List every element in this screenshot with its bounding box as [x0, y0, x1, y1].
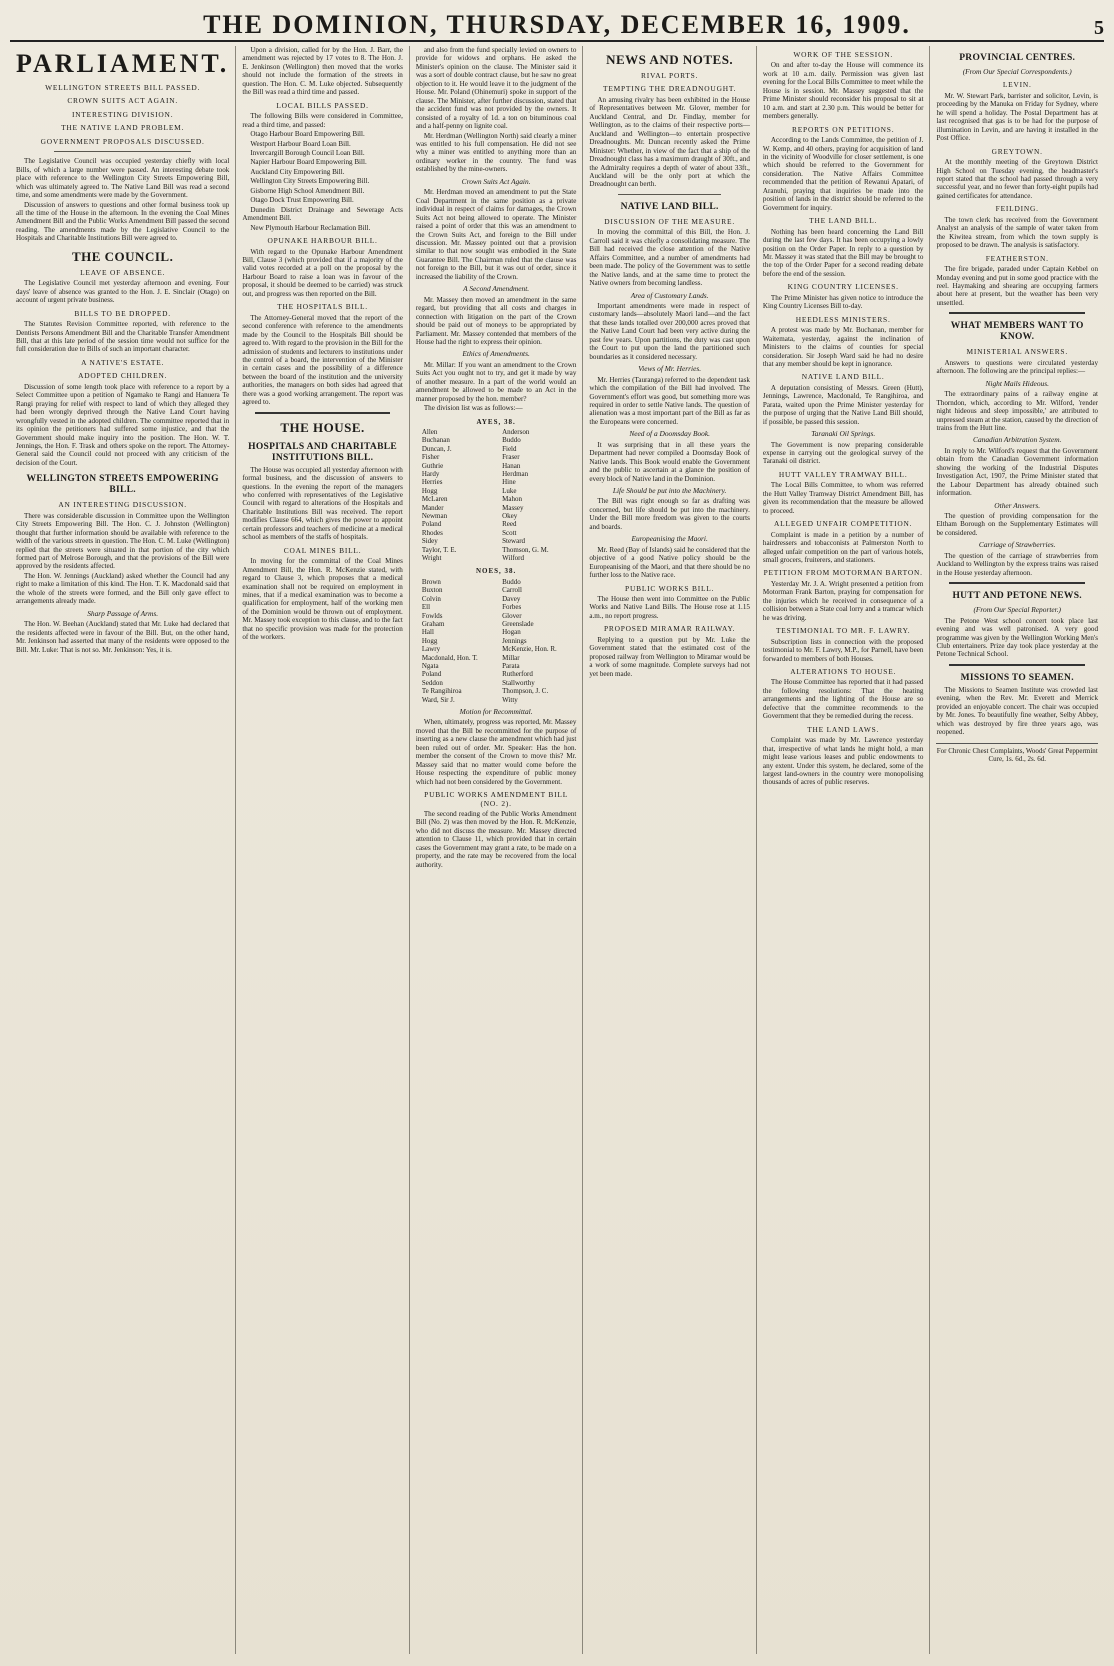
column-6 [930, 46, 1104, 1654]
section-subheading: (From Our Special Correspondents.) [962, 67, 1072, 76]
member-name: McLaren [421, 495, 448, 504]
member-name: Wilford [502, 554, 524, 563]
member-name: Colvin [421, 594, 441, 603]
article-subheading: MINISTERIAL ANSWERS. [966, 347, 1068, 357]
article-paragraph: Mr. Herries (Tauranga) referred to the dependent task which the compilation of the Bill had involved. The Government's effort was good, but something more was required in order to settle Native lands. The question of alienation was a most important part of the Bill as far as the Europeans were concerned. [589, 375, 750, 426]
article-paragraph: A deputation consisting of Messrs. Green (Hutt), Jennings, Lawrence, Macdonald, Te Rangihiroa, and Parata, waited upon the Prime Minister yesterday for the purpose of urging that the Native Land Bill should, if possible, be passed this session. [762, 383, 924, 426]
article-heading: THE HOUSE. [280, 419, 365, 435]
article-heading: LEVIN. [1002, 80, 1032, 90]
article-heading: THE LAND BILL. [809, 216, 878, 226]
article-paragraph: In reply to Mr. Wilford's request that the Government obtain from the Canadian Government information showing the working of the Industrial Disputes Investigation Act, 1907, the Prime Minister stated that the Labour Department has already obtained such information. [936, 446, 1098, 498]
member-name: Buxton [421, 586, 443, 595]
member-name: Mahon [502, 495, 522, 504]
article-paragraph: In moving for the committal of the Coal Mines Amendment Bill, the Hon. R. McKenzie stated, with regard to Clause 3, which proposes that a medical examination shall not be required on employment in mines, that if a medical examination was to become a qualification for employment, half of the working men of the Dominion would be thrown out of employment. Mr. Massey took exception to this clause, and to the fact that no specific provision was made for the protection of the workers. [242, 557, 403, 642]
member-name: Buddo [502, 436, 521, 445]
member-name: Rutherford [502, 670, 533, 679]
article-subheading: HOSPITALS AND CHARITABLE INSTITUTIONS BILL. [248, 441, 397, 463]
page-number: 5 [1094, 17, 1104, 39]
article-paragraph: Mr. Herdman (Wellington North) said clearly a miner was entitled to his full compensation. He did not see why a miner was entitled to anything more than an ordinary worker in the country. The fund was established by the mine-owners. [415, 131, 577, 174]
article-paragraph: The Bill was right enough so far as drafting was concerned, but life should be put into the machinery. Under the Bill more freedom was given to the courts and boards. [589, 497, 750, 531]
article-subheading: LEAVE OF ABSENCE. [80, 267, 166, 277]
subhead: WELLINGTON STREETS BILL PASSED. [45, 83, 201, 92]
section-heading-news: NEWS AND NOTES. [606, 52, 734, 67]
member-name: Brown [421, 577, 441, 586]
member-name: Hine [502, 478, 516, 487]
bill-item: Auckland City Empowering Bill. [250, 167, 345, 176]
bill-item: Napier Harbour Board Empowering Bill. [250, 158, 367, 167]
article-paragraph: Mr. Herdman moved an amendment to put the State Coal Department in the same position as a private individual in respect of claims for damages, the Crown Suits Act not being allowed to operate. The Minister raised a point of order that this was an amendment to the Crown Suits Act, and foreign to the Bill under discussion. Mr. Massey pointed out that a provision similar to that now sought was embodied in the State Guarantee Bill. The Chairman ruled that the clause was not foreign to the Bill, but it was out of order, since it increased the liability of the Crown. [415, 188, 577, 281]
member-name: Newman [421, 512, 448, 521]
section-heading-parliament: PARLIAMENT. [16, 49, 230, 78]
member-name: Taylor, T. E. [421, 545, 457, 554]
article-paragraph: The question of providing compensation for the Eltham Borough on the Supplementary Estimates will be considered. [936, 512, 1098, 537]
article-paragraph: The extraordinary pains of a railway engine at Thorndon, which, according to Mr. Wilford, 'render night hideous and sleep impossible,' are attributed to unpressed steam at the station, caused by the direction of trains from the Hutt line. [936, 390, 1098, 432]
article-subheading: Views of Mr. Herries. [638, 364, 702, 374]
noes-list [416, 565, 577, 704]
article-paragraph: Mr. Millar: If you want an amendment to the Crown Suits Act you ought not to try, and get it made by way of another measure. In a part of the world would an amendment be allowed to be made to an Act in the manner proposed by the hon. member? [415, 360, 577, 403]
article-paragraph: Important amendments were made in respect of customary lands—absolutely Maori land—and the fact that these lands totalled over 200,000 acres proved that the Native Land Court had been very active during the past few years. Upon partitions, the duty was cast upon the Court to put upon the land the partitioned such boundaries as it considered necessary. [589, 301, 750, 361]
article-paragraph: The following Bills were considered in Committee, read a third time, and passed: [242, 112, 403, 129]
member-name: Okey [502, 512, 518, 521]
article-heading: PROPOSED MIRAMAR RAILWAY. [603, 624, 736, 634]
article-paragraph: Discussion of some length took place with reference to a report by a Select Committee upon a petition of Ngamako te Rangi and Hanuera Te Rangi praying for relief with respect to land of which they alleged they had been wrongly deprived through the Native Land Court having wrongfully vested in the adopted children. The committee reported that in its opinion the petitioners had suffered some injustice, and that the Government should make inquiry into the position. The Hon. W. T. Jennings, the Hon. F. Trask and others spoke on the report. The Attorney-General said the Council could not proceed with any criticism of the decision of the Court. [16, 382, 230, 467]
member-name: Buddo [502, 577, 521, 586]
member-name: Thompson, J. C. [502, 687, 549, 696]
member-name: McKenzie, Hon. R. [502, 645, 557, 654]
member-name: Scott [502, 528, 517, 537]
member-name: Forbes [502, 603, 522, 612]
article-paragraph: On and after to-day the House will commence its work at 10 a.m. daily. Permission was given last evening for the Local Bills Committee to meet while the House is in session. Mr. Massey suggested that the Prime Minister should reconsider his proposal to sit at 10 a.m. and start at 2.30 p.m. This would be better for members generally. [762, 61, 924, 121]
article-paragraph: The House was occupied all yesterday afternoon with formal business, and the discussion of answers to questions. In the evening the report of the managers who conferred with representatives of the Legislative Council with regard to alterations of the Hospitals and Charitable Institutions Bill was received. The report modifies Clause 664, which gives the power to appoint certain professors and teachers of medicine at a medical school as members of the staffs of hospitals. [242, 465, 403, 542]
bill-item: Invercargill Borough Council Loan Bill. [250, 148, 365, 157]
bill-item: Dunedin District Drainage and Sewerage Acts Amendment Bill. [242, 205, 403, 223]
member-name: Steward [502, 537, 526, 546]
subhead: CROWN SUITS ACT AGAIN. [67, 96, 178, 106]
article-subheading: DISCUSSION OF THE MEASURE. [604, 216, 735, 226]
article-heading: WORK OF THE SESSION. [793, 50, 893, 59]
member-name: Luke [502, 486, 517, 495]
article-paragraph: Mr. Reed (Bay of Islands) said he considered that the objective of a good Native policy should be the Europeanising of the Maori, and that there should be no further loss to the Native race. [589, 545, 750, 580]
article-heading: GREYTOWN. [991, 146, 1043, 156]
column-4 [583, 46, 757, 1654]
article-paragraph: and also from the fund specially levied on owners to provide for widows and orphans. He asked the Minister's opinion on the clause. The Minister said it was a sort of double contract clause, but he saw no great objection to it. He would leave it to the judgment of the House. Mr. Poland (Ohinemuri) spoke in support of the clause. The Minister, after further discussion, stated that the accident fund was not provided by the owners. It consisted of a royalty of 1d. a ton on bituminous coal and a half-penny on lignite coal. [415, 46, 577, 131]
article-heading: FEILDING. [995, 204, 1039, 214]
noes-label: NOES, 38. [475, 567, 517, 576]
member-name: Poland [421, 520, 442, 529]
article-heading: OPUNAKE HARBOUR BILL. [267, 236, 378, 246]
article-paragraph: The Statutes Revision Committee reported, with reference to the Dentists Persons Amendment Bill and the Charitable Transfer Amendment Bill, that at this late period of the session time would not suffice for the full consideration due to Bills of such an important character. [16, 320, 230, 354]
article-heading: KING COUNTRY LICENSES. [787, 282, 899, 292]
article-subheading: Carriage of Strawberries. [978, 540, 1056, 550]
article-paragraph: Yesterday Mr. J. A. Wright presented a petition from Motorman Frank Barton, praying for compensation for the injuries which he received in consequence of a collision between a State coal lorry and a tramcar which he was driving. [762, 579, 924, 622]
member-name: Davey [502, 594, 521, 603]
article-paragraph: The Local Bills Committee, to whom was referred the Hutt Valley Tramway District Amendment Bill, has given its recommendation that the measure be allowed to proceed. [762, 481, 924, 515]
member-name: Hanan [502, 461, 521, 470]
article-subheading: A NATIVE'S ESTATE. [81, 357, 165, 367]
article-subheading: Life Should be put into the Machinery. [612, 486, 727, 496]
bill-item: Otago Dock Trust Empowering Bill. [250, 196, 354, 205]
article-subheading: (From Our Special Reporter.) [973, 605, 1062, 615]
article-heading: FEATHERSTON. [985, 253, 1049, 263]
article-subheading: Need of a Doomsday Book. [629, 429, 710, 439]
article-paragraph: Nothing has been heard concerning the Land Bill during the last few days. It has been occupying a lowly position on the Order Paper. In reply to a question by Mr. Massey it was stated that the Bill may be brought to the top of the Order Paper for a second reading debate before the end of the session. [762, 227, 924, 278]
divider [255, 412, 390, 414]
member-name: Massey [502, 503, 524, 512]
article-paragraph: An amusing rivalry has been exhibited in the House of Representatives between Mr. Glover, member for Auckland Central, and Dr. Findlay, member for Wellington, as to the claims of their respective ports—Auckland and Wellington—to entertain prospective Dreadnoughts. Mr. Duncan recently asked the Prime Minister: Whether, in view of the fact that a ship of the Dreadnought class has a maximum draught of 30ft., and the Admiralty requires a depth of water of about 33ft., Auckland will be the only port at which the Dreadnought can berth. [589, 95, 750, 189]
article-heading: ALTERATIONS TO HOUSE. [790, 667, 897, 676]
divider [54, 151, 191, 152]
member-name: Te Rangihiroa [421, 687, 462, 696]
article-heading: MISSIONS TO SEAMEN. [960, 672, 1074, 683]
member-name: Fisher [421, 453, 440, 462]
divider [618, 194, 721, 195]
article-heading: HUTT AND PETONE NEWS. [952, 591, 1082, 602]
member-name: Hall [421, 628, 434, 637]
divider [949, 312, 1085, 314]
article-subheading: TEMPTING THE DREADNOUGHT. [603, 84, 737, 94]
article-heading: ALLEGED UNFAIR COMPETITION. [774, 519, 913, 529]
article-heading: TESTIMONIAL TO MR. F. LAWRY. [775, 626, 911, 636]
bill-item: Gisborne High School Amendment Bill. [250, 186, 365, 195]
article-heading: THE COUNCIL. [71, 248, 174, 264]
bill-item: New Plymouth Harbour Reclamation Bill. [250, 223, 371, 232]
column-1 [10, 46, 236, 1654]
article-subheading: ADOPTED CHILDREN. [78, 371, 168, 381]
subhead: THE NATIVE LAND PROBLEM. [61, 123, 185, 133]
article-heading: WELLINGTON STREETS EMPOWERING BILL. [26, 474, 219, 496]
subhead: GOVERNMENT PROPOSALS DISCUSSED. [40, 136, 205, 146]
member-name: Graham [421, 619, 445, 628]
article-paragraph: The Hon. W. Jennings (Auckland) asked whether the Council had any right to make a limitation of this kind. The Hon. T. K. Macdonald said that the whole of the streets were formed, and the Bill only gave effect to arrangements already made. [16, 571, 230, 606]
article-paragraph: The Prime Minister has given notice to introduce the King Country Licenses Bill to-day. [762, 293, 924, 311]
article-subheading: Crown Suits Act Again. [461, 176, 531, 186]
article-subheading: RIVAL PORTS. [641, 71, 699, 80]
article-paragraph: Discussion of answers to questions and other formal business took up all the time of the House in the afternoon. In the evening the Coal Mines Amendment Bill and the Public Works Amendment Bill passed the second reading. The amendments made by the Legislative Council to the Hospitals and Charitable Institutions Bill were agreed to. [16, 200, 230, 243]
article-paragraph: Mr. W. Stewart Park, barrister and solicitor, Levin, is proceeding by the Manuka on Friday for Sydney, where he will spend a holiday. The Postal Department has at last recognised that gas is to be had for the purpose of illumination in Levin, and are having it installed in the Post Office. [936, 91, 1098, 143]
masthead-title: THE DOMINION, THURSDAY, DECEMBER 16, 1909. [203, 10, 911, 39]
article-subheading: Canadian Arbitration System. [973, 435, 1062, 445]
member-name: Ward, Sir J. [421, 695, 455, 704]
member-name: Witty [502, 695, 518, 704]
article-paragraph: The Legislative Council was occupied yesterday chiefly with local Bills, of which a large number were passed. An interesting debate took place with reference to the Wellington City Streets Empowering Bill, which was ultimately agreed to. The Native Land Bill was read a second time, and some amendments were made by the Government. [16, 157, 230, 200]
article-heading: PUBLIC WORKS AMENDMENT BILL (NO. 2). [424, 790, 569, 808]
article-paragraph: The Government is now preparing considerable expense in carrying out the geological survey of the Taranaki oil district. [762, 440, 924, 466]
member-name: Hogan [502, 628, 521, 637]
member-name: Hogg [421, 636, 438, 645]
column-5 [757, 46, 931, 1654]
article-paragraph: Upon a division, called for by the Hon. J. Barr, the amendment was rejected by 17 votes to 8. The Hon. J. E. Jenkinson (Wellington) then moved that the works should not include the formation of the streets in question. The Hon. C. M. Luke objected. Subsequently the Bill was read a third time and passed. [242, 46, 403, 97]
article-paragraph: Answers to questions were circulated yesterday afternoon. The following are the principal replies:— [936, 358, 1098, 376]
article-paragraph: At the monthly meeting of the Greytown District High School on Tuesday evening, the headmaster's report stated that the school had passed through a very successful year, and no fewer than forty-eight pupils had gained certificates for attendance. [936, 158, 1098, 200]
member-name: Parata [502, 661, 520, 670]
member-name: Herdman [502, 470, 529, 479]
masthead [10, 8, 1104, 42]
article-paragraph: The town clerk has received from the Government Analyst an analysis of the sample of water taken from the Kiwitea stream, from which the town supply is proposed to be drawn. The analysis is satisfactory. [936, 215, 1098, 250]
subhead: INTERESTING DIVISION. [71, 109, 174, 119]
article-paragraph: With regard to the Opunake Harbour Amendment Bill, Clause 3 (which provided that if a majority of the valid votes recorded at a poll on the proposal by the Harbour Board to raise a loan was in favour of the proposal, it should be deemed to be carried) was struck out, and progress was then reported on the Bill. [242, 247, 403, 298]
article-subheading: A Second Amendment. [463, 284, 530, 294]
article-paragraph: The House Committee has reported that it had passed the following resolutions: That the heating arrangements and the lighting of the House are so defective that the committee recommends to the Government that they be remedied during the recess. [762, 678, 924, 721]
article-heading: PETITION FROM MOTORMAN BARTON. [763, 568, 923, 578]
member-name: Hardy [421, 470, 440, 479]
article-paragraph: When, ultimately, progress was reported, Mr. Massey moved that the Bill be recommitted for the purpose of inserting as a new clause the amendment which had just been ruled out of order. Mr. Speaker: Has the hon. member the consent of the Crown to move this? Mr. Massey said that no matter would come before the House respecting the expenditure of public money which had not been considered by the Government. [415, 718, 577, 786]
article-heading: THE HOSPITALS BILL. [277, 302, 368, 312]
member-name: Stallworthy [502, 678, 535, 687]
divider [949, 664, 1085, 666]
article-paragraph: A protest was made by Mr. Buchanan, member for Waitemata, yesterday, against the inclination of Ministers to the claims of counties for special consideration. Sir Joseph Ward said he had no desire that any member should be kept in ignorance. [762, 326, 924, 368]
article-paragraph: The Legislative Council met yesterday afternoon and evening. Four days' leave of absence was granted to the Hon. J. E. Sinclair (Otago) on account of urgent private business. [16, 279, 230, 305]
article-paragraph: According to the Lands Committee, the petition of J. W. Kemp, and 40 others, praying for acquisition of land in the vicinity of Woodville for closer settlement, is one which should be referred to the Government for consideration. The Native Affairs Committee recommended that the petition of Rewanui Apatari, of Aranuhi, praying that inquiries be made into the position of lands in the district should be referred to the Government for inquiry. [762, 136, 924, 212]
article-paragraph: The fire brigade, paraded under Captain Kebbel on Monday evening and put in some good practice with the reel. Haymaking and shearing are occupying farmers about here at present, but the weather has been very unsettled. [936, 265, 1098, 307]
bill-item: Wellington City Streets Empowering Bill. [250, 177, 370, 186]
bill-item: Otago Harbour Board Empowering Bill. [250, 130, 365, 139]
member-name: Thomson, G. M. [502, 545, 549, 554]
article-heading: HEEDLESS MINISTERS. [795, 314, 891, 324]
article-paragraph: The House then went into Committee on the Public Works and Native Land Bills. The House rose at 1.15 a.m., no report progress. [589, 595, 750, 620]
article-paragraph: In moving the committal of this Bill, the Hon. J. Carroll said it was chiefly a consolidating measure. The Bill had received the close attention of the Native Affairs Committee, and a number of amendments had been made. The policy of the Government was to settle the Native lands, and at the same time to protect the Native owners from becoming landless. [589, 228, 750, 288]
article-subheading: Sharp Passage of Arms. [87, 608, 159, 618]
column-3 [410, 46, 584, 1654]
member-name: Fowlds [421, 611, 443, 620]
article-heading: NATIVE LAND BILL. [620, 201, 719, 212]
article-paragraph: Replying to a question put by Mr. Luke the Government stated that the estimated cost of the proposed railway from Wellington to Miramar would be a work of some magnitude. Complete surveys had not yet been made. [589, 635, 750, 678]
member-name: Macdonald, Hon. T. [421, 653, 478, 662]
ayes-label: AYES, 38. [476, 417, 516, 426]
member-name: Poland [421, 670, 442, 679]
article-heading: LOCAL BILLS PASSED. [276, 100, 369, 110]
division-intro: The division list was as follows:— [423, 404, 523, 413]
column-2 [236, 46, 410, 1654]
article-subheading: Ethics of Amendments. [462, 349, 530, 359]
member-name: Duncan, J. [421, 444, 452, 453]
member-name: Mander [421, 503, 444, 512]
article-subheading: Other Answers. [994, 500, 1041, 510]
article-paragraph: Complaint is made in a petition by a number of hairdressers and tobacconists at Palmerston North to alleged unfair competition on the part of various hotels, small grocers, fruiterers, and stationers. [762, 530, 924, 565]
article-paragraph: The Missions to Seamen Institute was crowded last evening, when the Rev. Mr. Everett and Merrick provided an enjoyable concert. The chair was occupied by Mr. Jones. To beautifully fine weather, Selby Abbey, which was destroyed by fire three years ago, was reopened. [936, 685, 1098, 737]
member-name: Sidey [421, 537, 438, 546]
article-subheading: COAL MINES BILL. [283, 545, 362, 555]
article-heading: WHAT MEMBERS WANT TO KNOW. [950, 321, 1084, 343]
article-subheading: Motion for Recommittal. [459, 706, 533, 716]
member-name: Carroll [502, 586, 522, 595]
member-name: Millar [502, 653, 520, 662]
columns [10, 46, 1104, 1654]
member-name: Ell [421, 603, 431, 612]
article-paragraph: Mr. Massey then moved an amendment in the same regard, but providing that all costs and charges in connection with litigation on the part of the Crown should be paid out of moneys to be appropriated by Parliament. Mr. Massey contended that members of the House had the right to express their opinion. [415, 295, 577, 346]
ayes-list [416, 416, 577, 563]
member-name: Reed [502, 520, 517, 529]
article-paragraph: There was considerable discussion in Committee upon the Wellington City Streets Empowering Bill. The Hon. C. J. Johnston (Wellington) thought that further information should be available with reference to the width of the various streets in question. The Hon. C. M. Luke (Wellington) replied that the streets were situated in that portion of the city which formed part of Melrose Borough, and that the provisions of the Bill were approved by the residents affected. [16, 511, 230, 571]
member-name: Hogg [421, 486, 438, 495]
member-name: Wright [421, 554, 442, 563]
member-name: Lawry [421, 645, 441, 654]
article-heading: THE LAND LAWS. [807, 724, 880, 734]
article-paragraph: Subscription lists in connection with the proposed testimonial to Mr. F. Lawry, M.P., for Parnell, have been forwarded to members of both Houses. [762, 637, 924, 663]
article-paragraph: The Hon. W. Beehan (Auckland) stated that Mr. Luke had declared that the residents affected were in favour of the Bill. But, on the other hand, Mr. Jenkinson had asserted that many of the residents were opposed to the Bill. Mr. Luke: That is not so. Mr. Jenkinson: Yes, it is. [16, 620, 230, 654]
article-paragraph: The Petone West school concert took place last evening and was well patronised. A very good programme was given by the Wellington Working Men's Club entertainers. Prize day took place yesterday at the Petone Technical School. [936, 616, 1098, 659]
article-heading: PUBLIC WORKS BILL. [625, 583, 715, 593]
article-paragraph: It was surprising that in all these years the Department had never compiled a Doomsday Book of Native lands. This Book would enable the Government and the public to ascertain at a glance the position of every block of Native land in the Dominion. [589, 440, 750, 483]
article-paragraph: Complaint was made by Mr. Lawrence yesterday that, irrespective of what lands he might hold, a man might lease various leases and public endowments to any extent. Under this system, he declared, some of the largest land-owners in the country were monopolising thousands of acres of public reserves. [762, 736, 924, 787]
article-subheading: Europeanising the Maori. [631, 534, 708, 544]
bill-item: Westport Harbour Board Loan Bill. [250, 139, 351, 148]
article-heading: NATIVE LAND BILL. [801, 372, 885, 382]
article-paragraph: The second reading of the Public Works Amendment Bill (No. 2) was then moved by the Hon. R. McKenzie, who did not discuss the measure. Mr. Massey directed attention to Clause 11, which provided that in certain cases the Government may grant a rate, to be made on a property, and the rate may be recovered from the local authority. [415, 809, 577, 869]
divider [949, 582, 1085, 584]
article-heading: HUTT VALLEY TRAMWAY BILL. [778, 469, 908, 479]
member-name: Ngata [421, 661, 439, 670]
article-paragraph: The Attorney-General moved that the report of the second conference with reference to the amendments made by the Council to the Hospitals Bill should be agreed to. With regard to the provision in the Bill for the admission of students and lecturers to institutions under the control of a board, the intervention of the Minister in certain cases and the possibility of a difference between the board of the institution and the university authorities, the managers on both sides had agreed that there was a good working arrangement. The report was agreed to. [242, 313, 403, 407]
article-subheading: Night Mails Hideous. [985, 378, 1049, 388]
member-name: Buchanan [421, 436, 450, 445]
member-name: Fraser [502, 453, 520, 462]
member-name: Herries [421, 478, 443, 487]
member-name: Field [502, 444, 517, 453]
member-name: Allen [421, 427, 438, 436]
member-name: Jennings [502, 636, 527, 645]
member-name: Rhodes [421, 528, 443, 537]
member-name: Seddon [421, 678, 443, 687]
article-subheading: Area of Customary Lands. [630, 290, 709, 300]
article-subheading: AN INTERESTING DISCUSSION. [58, 500, 187, 510]
article-subheading: BILLS TO BE DROPPED. [74, 308, 171, 318]
member-name: Glover [502, 611, 522, 620]
advertisement: For Chronic Chest Complaints, Woods' Great Peppermint Cure, 1s. 6d., 2s. 6d. [936, 743, 1098, 764]
section-heading-provincial: PROVINCIAL CENTRES. [959, 53, 1076, 63]
member-name: Anderson [502, 427, 530, 436]
article-heading: REPORTS ON PETITIONS. [791, 124, 895, 134]
article-subheading: Taranaki Oil Springs. [811, 429, 876, 439]
member-name: Greenslade [502, 619, 534, 628]
article-paragraph: The question of the carriage of strawberries from Auckland to Wellington by the express trains was raised in the House yesterday afternoon. [936, 551, 1098, 577]
member-name: Guthrie [421, 461, 444, 470]
